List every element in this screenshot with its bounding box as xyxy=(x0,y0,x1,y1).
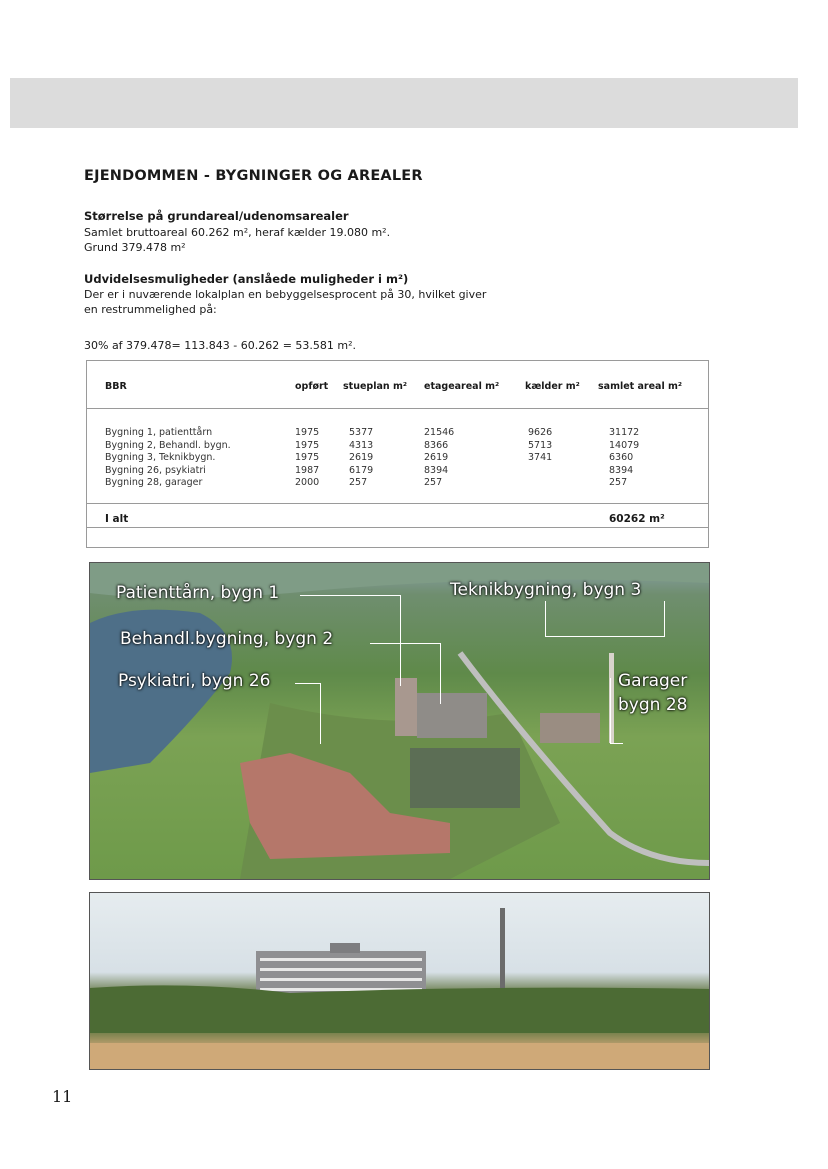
aerial-photo xyxy=(89,562,710,880)
label-garager-line2: bygn 28 xyxy=(618,695,688,715)
plot-area-text: Grund 379.478 m² xyxy=(84,241,186,254)
table-cell-name: Bygning 2, Behandl. bygn. xyxy=(105,439,231,451)
table-header-rule xyxy=(87,408,708,409)
window-band xyxy=(260,978,422,981)
label-teknik: Teknikbygning, bygn 3 xyxy=(450,580,642,600)
table-cell-etageareal: 8366 xyxy=(424,439,449,451)
label-psykiatri: Psykiatri, bygn 26 xyxy=(118,671,271,691)
table-cell-samlet: 6360 xyxy=(609,452,634,464)
bbr-table xyxy=(86,360,709,548)
window-band xyxy=(260,968,422,971)
col-header-kaelder: kælder m² xyxy=(525,381,580,392)
table-cell-opfort: 1975 xyxy=(295,439,320,451)
header-band xyxy=(10,78,798,128)
section-heading-expansion: Udvidelsesmuligheder (anslåede muligheder i m²) xyxy=(84,272,409,286)
col-stueplan xyxy=(349,427,373,490)
expansion-text-line1: Der er i nuværende lokalplan en bebyggelsesprocent på 30, hvilket giver xyxy=(84,288,487,301)
section-heading-area: Størrelse på grundareal/udenomsarealer xyxy=(84,209,349,223)
table-total-rule-bottom xyxy=(87,527,708,528)
col-header-bbr: BBR xyxy=(105,381,127,392)
table-cell-name: Bygning 3, Teknikbygn. xyxy=(105,452,216,464)
calculation-text: 30% af 379.478= 113.843 - 60.262 = 53.581 m². xyxy=(84,339,357,352)
table-cell-stueplan: 5377 xyxy=(349,427,374,438)
callout-line xyxy=(610,678,623,744)
table-cell-opfort: 1975 xyxy=(295,452,320,464)
col-header-stueplan: stueplan m² xyxy=(343,381,407,392)
table-cell-stueplan: 4313 xyxy=(349,439,374,451)
label-patienttaarn: Patienttårn, bygn 1 xyxy=(116,583,280,603)
field xyxy=(90,1043,709,1069)
panorama-photo xyxy=(89,892,710,1070)
col-kaelder xyxy=(528,427,552,490)
roof-structure xyxy=(330,943,360,953)
technical-building xyxy=(540,713,600,743)
callout-line xyxy=(370,643,441,704)
table-cell-kaelder: 5713 xyxy=(528,439,553,451)
table-cell-name: Bygning 26, psykiatri xyxy=(105,464,206,476)
col-etageareal xyxy=(424,427,454,490)
table-cell-stueplan: 257 xyxy=(349,477,368,489)
col-header-samlet: samlet areal m² xyxy=(598,381,683,392)
table-cell-kaelder xyxy=(528,477,552,490)
page-number: 11 xyxy=(52,1087,73,1106)
table-cell-opfort: 2000 xyxy=(295,477,320,489)
table-cell-kaelder: 9626 xyxy=(528,427,553,438)
table-cell-etageareal: 257 xyxy=(424,477,443,489)
total-value: 60262 m² xyxy=(609,513,665,525)
col-samlet xyxy=(609,427,639,490)
panorama-scene xyxy=(90,893,709,1069)
table-cell-samlet: 31172 xyxy=(609,427,640,438)
table-cell-name: Bygning 28, garager xyxy=(105,477,203,489)
table-cell-samlet: 14079 xyxy=(609,439,640,451)
table-cell-samlet: 257 xyxy=(609,477,628,489)
treeline xyxy=(90,985,709,1033)
col-header-opfort: opført xyxy=(295,381,329,392)
total-label: I alt xyxy=(105,513,129,525)
col-opfort xyxy=(295,427,319,490)
table-cell-etageareal: 8394 xyxy=(424,464,449,476)
window-band xyxy=(260,958,422,961)
parking-area xyxy=(410,748,520,808)
callout-line xyxy=(545,601,665,637)
col-names xyxy=(105,427,231,490)
gross-area-text: Samlet bruttoareal 60.262 m², heraf kælder 19.080 m². xyxy=(84,226,391,239)
table-total-rule-top xyxy=(87,503,708,504)
table-cell-etageareal: 2619 xyxy=(424,452,449,464)
label-garager-line1: Garager xyxy=(618,671,688,691)
table-cell-stueplan: 6179 xyxy=(349,464,374,476)
callout-line xyxy=(295,683,321,744)
col-header-etageareal: etageareal m² xyxy=(424,381,500,392)
table-cell-opfort: 1975 xyxy=(295,427,320,438)
label-behandl: Behandl.bygning, bygn 2 xyxy=(120,629,334,649)
table-cell-stueplan: 2619 xyxy=(349,452,374,464)
table-cell-etageareal: 21546 xyxy=(424,427,455,438)
table-cell-kaelder xyxy=(528,465,552,478)
page-title: EJENDOMMEN - BYGNINGER OG AREALER xyxy=(84,168,423,184)
table-cell-opfort: 1987 xyxy=(295,464,320,476)
expansion-text-line2: en restrummelighed på: xyxy=(84,303,217,316)
table-cell-kaelder: 3741 xyxy=(528,452,553,464)
table-cell-name: Bygning 1, patienttårn xyxy=(105,427,213,438)
table-cell-samlet: 8394 xyxy=(609,464,634,476)
